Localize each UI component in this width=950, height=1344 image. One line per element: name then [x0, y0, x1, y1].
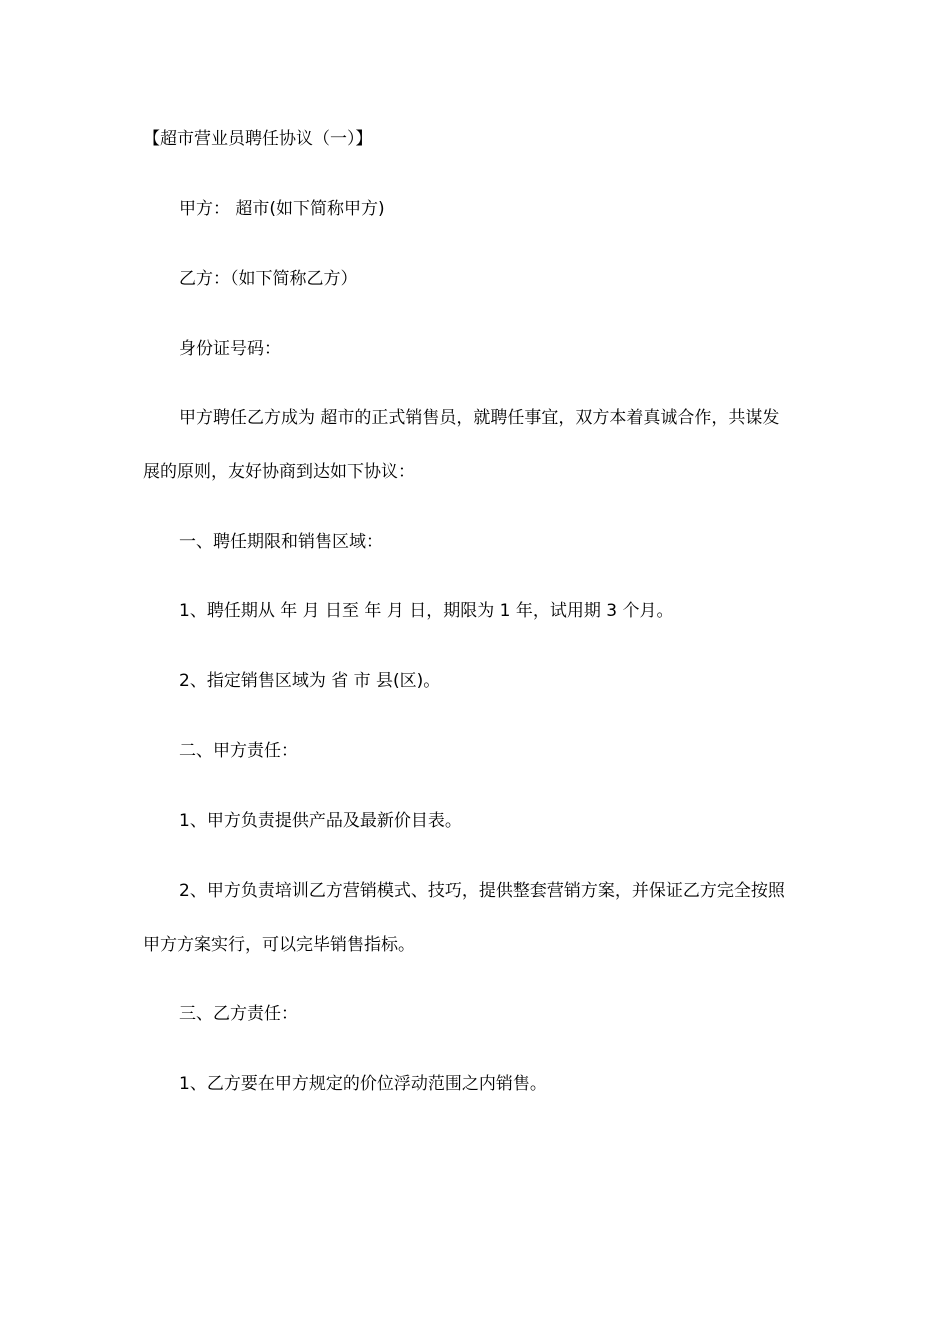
section-1-heading: 一、聘任期限和销售区域： — [179, 532, 383, 552]
party-b-line: 乙方：（如下简称乙方） — [179, 269, 358, 289]
section-2-item-2-line-2: 甲方方案实行，可以完毕销售指标。 — [143, 935, 415, 955]
id-number-line: 身份证号码： — [179, 339, 281, 359]
section-1-item-1: 1、聘任期从 年 月 日至 年 月 日，期限为 1 年，试用期 3 个月。 — [179, 601, 674, 621]
section-2-heading: 二、甲方责任： — [179, 741, 298, 761]
intro-paragraph-line-2: 展的原则，友好协商到达如下协议： — [143, 462, 415, 482]
section-2-item-1: 1、甲方负责提供产品及最新价目表。 — [179, 811, 462, 831]
section-3-heading: 三、乙方责任： — [179, 1004, 298, 1024]
section-2-item-2-line-1: 2、甲方负责培训乙方营销模式、技巧，提供整套营销方案，并保证乙方完全按照 — [179, 881, 785, 901]
section-3-item-1: 1、乙方要在甲方规定的价位浮动范围之内销售。 — [179, 1074, 547, 1094]
intro-paragraph-line-1: 甲方聘任乙方成为 超市的正式销售员，就聘任事宜，双方本着真诚合作，共谋发 — [179, 408, 780, 428]
document-title: 【超市营业员聘任协议（一）】 — [143, 129, 373, 149]
party-a-line: 甲方： 超市(如下简称甲方) — [179, 199, 385, 219]
section-1-item-2: 2、指定销售区域为 省 市 县(区)。 — [179, 671, 441, 691]
